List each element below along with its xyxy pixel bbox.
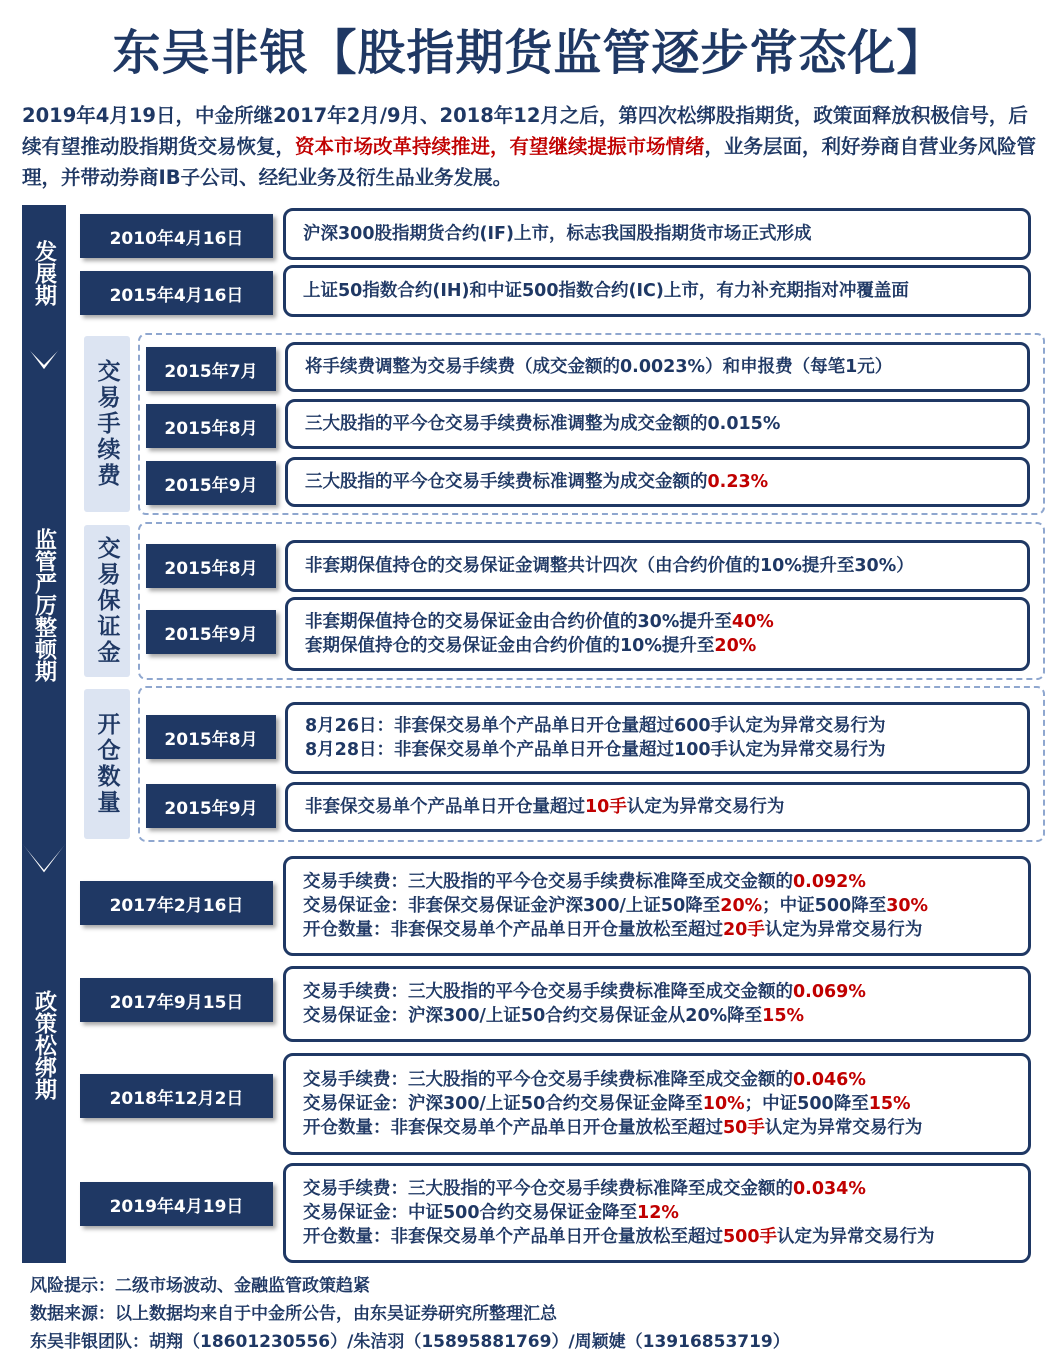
event-line-margin xyxy=(303,894,1028,918)
event-text: 将手续费调整为交易手续费（成交金额的0.0023%）和申报费（每笔1元） xyxy=(305,357,893,377)
event-text-main: 非套保交易单个产品单日开仓量超过 xyxy=(305,797,585,817)
event-text-main: 认定为异常交易行为 xyxy=(777,1227,935,1247)
event-text-red: 0.046% xyxy=(793,1070,866,1090)
event-text-main: 非套期保值持仓的交易保证金由合约价值的30%提升至 xyxy=(305,612,732,632)
intro-paragraph xyxy=(22,100,1037,193)
event-text-red: 0.092% xyxy=(793,872,866,892)
event-text-red: 0.034% xyxy=(793,1179,866,1199)
date-badge: 2015年8月 xyxy=(146,544,276,588)
event-box xyxy=(283,265,1031,317)
phase-label-loosening: 政策松绑期 xyxy=(31,990,57,1100)
date-badge: 2010年4月16日 xyxy=(80,214,273,258)
event-text-red: 10手 xyxy=(585,797,627,817)
date-badge: 2015年8月 xyxy=(146,404,276,448)
event-line-margin xyxy=(303,1092,1028,1116)
event-box xyxy=(285,597,1030,671)
event-text xyxy=(305,470,1027,494)
event-text-red: 0.069% xyxy=(793,982,866,1002)
intro-part1: 2019年4月19日，中金所继2017年2月/9月、2018年12月之后，第四次松绑股指期货，政策面释放积极信号，后续有望推动股指期货交易恢复， xyxy=(22,104,1028,158)
event-text: 三大股指的平今仓交易手续费标准调整为成交金额的0.015% xyxy=(305,414,781,434)
event-line xyxy=(305,610,1027,634)
event-line: 8月28日：非套保交易单个产品单日开仓量超过100手认定为异常交易行为 xyxy=(305,740,886,760)
event-text-main: 开仓数量：非套保交易单个产品单日开仓量放松至超过 xyxy=(303,1118,723,1138)
event-text-main: 交易手续费：三大股指的平今仓交易手续费标准降至成交金额的 xyxy=(303,982,793,1002)
date-badge: 2018年12月2日 xyxy=(80,1074,273,1118)
event-box xyxy=(285,342,1030,392)
event-line-margin xyxy=(303,1004,1028,1028)
event-box xyxy=(283,856,1031,956)
date-badge: 2015年9月 xyxy=(146,784,276,828)
footer xyxy=(30,1272,790,1356)
event-text-main: 交易保证金：中证500合约交易保证金降至 xyxy=(303,1203,638,1223)
team-contacts: 东吴非银团队：胡翔（18601230556）/朱洁羽（15895881769）/周颖婕（13916853719） xyxy=(30,1332,790,1352)
event-text-red: 15% xyxy=(868,1094,911,1114)
page-title: 东吴非银【股指期货监管逐步常态化】 xyxy=(112,25,946,81)
event-box xyxy=(285,782,1030,832)
event-line-fee xyxy=(303,1068,1028,1092)
date-badge: 2017年2月16日 xyxy=(80,881,273,925)
event-box xyxy=(283,966,1031,1042)
event-line-margin xyxy=(303,1201,1028,1225)
subcategory-label-margin: 交易保证金 xyxy=(93,536,120,666)
event-text-main: 交易保证金：沪深300/上证50合约交易保证金从20%降至 xyxy=(303,1006,763,1026)
date-badge: 2019年4月19日 xyxy=(80,1182,273,1226)
event-box xyxy=(283,1163,1031,1263)
event-line xyxy=(305,634,1027,658)
event-box xyxy=(283,208,1031,260)
event-text-red: 15% xyxy=(762,1006,805,1026)
event-box xyxy=(285,540,1030,592)
event-text-main: 交易手续费：三大股指的平今仓交易手续费标准降至成交金额的 xyxy=(303,872,793,892)
event-text xyxy=(305,795,1027,819)
intro-part2: ，业务层面，利好券商自营业务风险管理，并带动券商IB子公司、经纪业务及衍生品业务发展。 xyxy=(22,135,1037,189)
date-badge: 2015年9月 xyxy=(146,461,276,505)
event-box xyxy=(285,399,1030,449)
event-text-main: 交易手续费：三大股指的平今仓交易手续费标准降至成交金额的 xyxy=(303,1179,793,1199)
data-source: 数据来源：以上数据均来自于中金所公告，由东吴证券研究所整理汇总 xyxy=(30,1304,557,1324)
date-badge: 2015年4月16日 xyxy=(80,271,273,315)
event-line: 8月26日：非套保交易单个产品单日开仓量超过600手认定为异常交易行为 xyxy=(305,716,886,736)
event-text-red: 10% xyxy=(702,1094,745,1114)
event-box xyxy=(285,702,1030,774)
event-text-main: ；中证500降至 xyxy=(762,896,887,916)
event-text-red: 20% xyxy=(720,896,763,916)
event-text-main: 套期保值持仓的交易保证金由合约价值的10%提升至 xyxy=(305,636,715,656)
event-text-red: 500手 xyxy=(723,1227,778,1247)
event-text-red: 0.23% xyxy=(707,472,769,492)
event-text-main: 三大股指的平今仓交易手续费标准调整为成交金额的 xyxy=(305,472,708,492)
event-text: 上证50指数合约(IH)和中证500指数合约(IC)上市，有力补充期指对冲覆盖面 xyxy=(303,281,909,301)
event-text-main: 开仓数量：非套保交易单个产品单日开仓量放松至超过 xyxy=(303,1227,723,1247)
phase-label-development: 发展期 xyxy=(31,239,57,306)
event-line-position xyxy=(303,918,1028,942)
event-text-main: 认定为异常交易行为 xyxy=(764,1118,923,1138)
phase-label-strict: 监管严厉整顿期 xyxy=(31,528,57,682)
event-line-fee xyxy=(303,870,1028,894)
risk-note: 风险提示：二级市场波动、金融监管政策趋紧 xyxy=(30,1276,370,1296)
date-badge: 2015年7月 xyxy=(146,347,276,391)
event-text-main: ；中证500降至 xyxy=(744,1094,869,1114)
event-text-red: 20手 xyxy=(723,920,765,940)
date-badge: 2015年8月 xyxy=(146,715,276,759)
event-box xyxy=(285,457,1030,507)
event-text: 非套期保值持仓的交易保证金调整共计四次（由合约价值的10%提升至30%） xyxy=(305,556,914,576)
event-text-main: 认定为异常交易行为 xyxy=(764,920,923,940)
event-text: 沪深300股指期货合约(IF)上市，标志我国股指期货市场正式形成 xyxy=(303,224,812,244)
event-line-fee xyxy=(303,1177,1028,1201)
date-badge: 2015年9月 xyxy=(146,610,276,654)
event-line-fee xyxy=(303,980,1028,1004)
event-text-main: 交易保证金：沪深300/上证50合约交易保证金降至 xyxy=(303,1094,703,1114)
event-box xyxy=(283,1053,1031,1155)
date-badge: 2017年9月15日 xyxy=(80,978,273,1022)
event-text-red: 20% xyxy=(714,636,757,656)
intro-highlight: 资本市场改革持续推进，有望继续提振市场情绪 xyxy=(295,135,705,158)
event-text-red: 50手 xyxy=(723,1118,765,1138)
subcategory-label-position: 开仓数量 xyxy=(93,712,120,816)
event-text-main: 认定为异常交易行为 xyxy=(626,797,785,817)
event-text-main: 开仓数量：非套保交易单个产品单日开仓量放松至超过 xyxy=(303,920,723,940)
event-text-red: 30% xyxy=(886,896,929,916)
event-text-main: 交易保证金：非套保交易保证金沪深300/上证50降至 xyxy=(303,896,721,916)
event-line-position xyxy=(303,1116,1028,1140)
event-line-position xyxy=(303,1225,1028,1249)
event-text-main: 交易手续费：三大股指的平今仓交易手续费标准降至成交金额的 xyxy=(303,1070,793,1090)
event-text-red: 40% xyxy=(731,612,774,632)
subcategory-label-fee: 交易手续费 xyxy=(93,359,120,489)
event-text-red: 12% xyxy=(637,1203,679,1223)
